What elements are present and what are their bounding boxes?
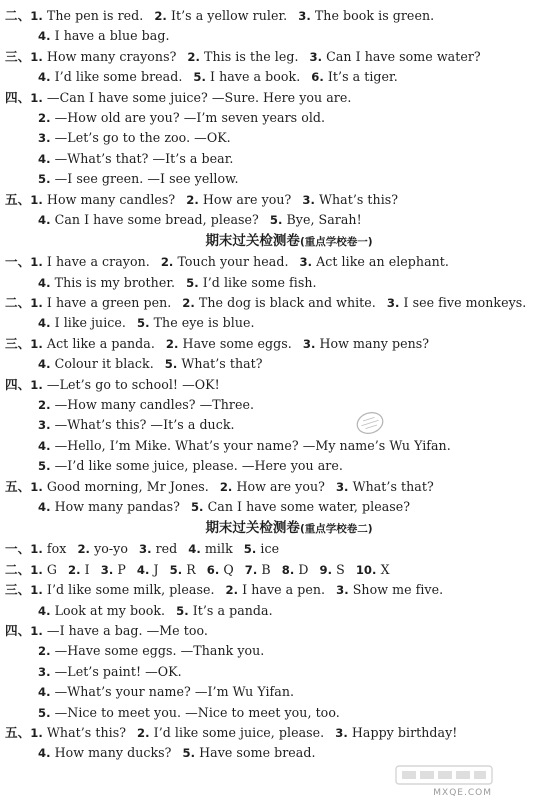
answer-item: [193, 69, 300, 84]
answer-text: This is my brother.: [50, 274, 176, 290]
answer-row: [0, 682, 498, 702]
answer-row: [0, 477, 498, 497]
answer-text: fox: [42, 541, 67, 557]
answer-text: Act like an elephant.: [312, 254, 449, 270]
answer-item: [186, 275, 316, 290]
answer-row: [0, 6, 498, 26]
section-label: 三、: [5, 48, 31, 64]
answer-text: Show me five.: [348, 582, 444, 598]
answer-text: It’s a panda.: [188, 602, 273, 618]
answer-text: —Let’s go to the zoo. —OK.: [50, 130, 231, 146]
answer-item: [77, 541, 128, 556]
item-number: 2.: [160, 255, 174, 270]
item-number: 1.: [30, 725, 43, 740]
answer-item: [311, 69, 398, 84]
answer-text: —What’s this? —It’s a duck.: [50, 417, 235, 433]
item-number: 1.: [30, 479, 43, 494]
section-label: 二、: [5, 8, 31, 23]
answer-item: [38, 356, 154, 371]
answer-row: [0, 47, 498, 67]
item-number: 5.: [190, 499, 204, 514]
answer-text: It’s a yellow ruler.: [166, 8, 288, 23]
answer-text: Q: [219, 561, 234, 577]
answer-text: —How old are you? —I’m seven years old.: [50, 109, 326, 125]
item-number: 3.: [38, 131, 51, 146]
answer-row: [0, 641, 498, 661]
answer-text: —How many candles? —Three.: [50, 397, 255, 413]
answer-item: [170, 562, 196, 577]
answer-text: —I’d like some juice, please. —Here you are.: [50, 458, 343, 474]
answer-item: [38, 438, 451, 453]
answer-item: [30, 541, 66, 556]
item-number: 5.: [38, 172, 51, 187]
item-number: 4.: [38, 685, 51, 700]
answer-text: How many pens?: [315, 335, 430, 351]
answer-row: [0, 436, 498, 456]
answer-text: Happy birthday!: [347, 724, 458, 740]
section-title: [0, 230, 498, 252]
answer-text: —I see green. —I see yellow.: [50, 171, 239, 187]
answer-item: [303, 336, 429, 351]
section-label: 一、: [5, 541, 31, 557]
answer-text: How are you?: [232, 478, 325, 494]
answer-text: —What’s your name? —I’m Wu Yifan.: [50, 684, 295, 700]
answer-item: [101, 562, 126, 577]
item-number: 1.: [30, 377, 43, 392]
section-label: 二、: [5, 295, 31, 311]
item-number: 3.: [335, 479, 349, 494]
answer-text: Have some bread.: [195, 745, 316, 761]
answer-text: milk: [200, 541, 233, 557]
section-label: 三、: [5, 335, 31, 351]
answer-text: I have a book.: [205, 69, 301, 85]
answer-item: [30, 336, 155, 351]
answer-item: [302, 192, 398, 207]
item-number: 4.: [38, 151, 51, 166]
answer-text: Touch your head.: [173, 254, 289, 270]
answer-row: [0, 88, 498, 108]
answer-row: [0, 334, 498, 354]
answer-text: —Nice to meet you. —Nice to meet you, too.: [50, 704, 340, 720]
answer-item: [38, 28, 170, 43]
answer-text: How are you?: [198, 191, 292, 207]
answer-row: [0, 662, 498, 682]
answer-row: [0, 497, 498, 517]
answer-item: [38, 171, 239, 186]
item-number: 4.: [136, 562, 150, 577]
answer-text: ice: [256, 541, 280, 557]
answer-text: R: [182, 561, 196, 577]
answer-text: Bye, Sarah!: [282, 211, 362, 227]
answer-item: [182, 745, 315, 760]
item-number: 2.: [38, 398, 51, 413]
answer-text: S: [332, 561, 345, 577]
item-number: 6.: [311, 70, 324, 85]
answer-text: What’s this?: [42, 724, 127, 740]
answer-text: Can I have some water, please?: [203, 498, 411, 514]
answer-text: —Hello, I’m Mike. What’s your name? —My name’s Wu Yifan.: [50, 437, 451, 453]
item-number: 4.: [38, 29, 51, 44]
answer-item: [220, 479, 325, 494]
answer-text: I have a crayon.: [42, 254, 150, 270]
answer-item: [30, 90, 351, 105]
answer-item: [30, 562, 57, 577]
item-number: 2.: [38, 644, 51, 659]
item-number: 10.: [355, 562, 377, 577]
answer-item: [30, 479, 209, 494]
answer-row: [0, 621, 498, 641]
answer-text: red: [151, 541, 178, 557]
section-label: 四、: [5, 376, 31, 392]
answer-text: How many pandas?: [50, 498, 180, 514]
answer-row: [0, 210, 498, 230]
item-number: 8.: [281, 562, 295, 577]
answer-text: Act like a panda.: [42, 335, 155, 351]
answer-item: [30, 8, 143, 23]
item-number: 2.: [219, 479, 233, 494]
answer-text: —Can I have some juice? —Sure. Here you are.: [42, 89, 352, 105]
answer-item: [161, 254, 289, 269]
answer-text: I see five monkeys.: [399, 295, 527, 311]
answer-item: [30, 254, 150, 269]
answer-text: The eye is blue.: [149, 315, 255, 331]
answer-text: —I have a bag. —Me too.: [42, 622, 208, 638]
answer-text: —Let’s go to school! —OK!: [42, 376, 220, 392]
item-number: 4.: [38, 316, 51, 331]
section-label: 五、: [5, 191, 31, 207]
answer-text: I have a green pen.: [42, 295, 172, 311]
answer-row: [0, 149, 498, 169]
answer-text: Have some eggs.: [178, 335, 292, 351]
answer-item: [226, 582, 326, 597]
answer-row: [0, 395, 498, 415]
answer-row: [0, 273, 498, 293]
answer-text: Can I have some water?: [322, 48, 481, 64]
answer-item: [30, 377, 219, 392]
item-number: 5.: [176, 603, 189, 618]
item-number: 3.: [100, 562, 114, 577]
item-number: 3.: [299, 255, 313, 270]
answer-item: [187, 49, 298, 64]
item-number: 1.: [30, 583, 43, 598]
section-title-main: 期末过关检测卷: [205, 520, 300, 537]
answer-item: [30, 582, 214, 597]
answer-text: Good morning, Mr Jones.: [42, 478, 209, 494]
item-number: 4.: [38, 70, 51, 85]
answer-item: [30, 295, 171, 310]
item-number: 3.: [309, 49, 323, 64]
answer-item: [38, 315, 126, 330]
answer-item: [30, 49, 176, 64]
answer-row: [0, 580, 498, 600]
item-number: 2.: [154, 9, 167, 23]
item-number: 4.: [38, 746, 51, 761]
answer-row: [0, 354, 498, 374]
section-label: 二、: [5, 561, 31, 577]
section-title-main: 期末过关检测卷: [205, 233, 300, 250]
answer-item: [310, 49, 481, 64]
item-number: 2.: [68, 562, 81, 577]
answer-text: How many crayons?: [42, 48, 177, 64]
item-number: 1.: [30, 542, 43, 557]
answer-item: [38, 664, 182, 679]
answer-item: [38, 745, 171, 760]
answer-row: [0, 415, 498, 435]
item-number: 2.: [186, 192, 199, 207]
answer-item: [191, 499, 410, 514]
item-number: 1.: [30, 296, 43, 311]
answer-text: I’d like some milk, please.: [42, 582, 215, 598]
answer-item: [137, 562, 159, 577]
answer-text: I’d like some bread.: [50, 69, 183, 85]
answer-row: [0, 560, 498, 580]
item-number: 5.: [136, 316, 150, 331]
answer-row: [0, 67, 498, 87]
answer-text: P: [113, 561, 126, 577]
item-number: 5.: [38, 459, 51, 474]
item-number: 1.: [30, 562, 43, 577]
item-number: 3.: [386, 296, 400, 311]
item-number: 2.: [182, 296, 195, 311]
item-number: 3.: [336, 583, 349, 598]
item-number: 3.: [38, 418, 51, 433]
item-number: 1.: [30, 192, 43, 207]
item-number: 5.: [38, 705, 51, 720]
item-number: 7.: [244, 562, 258, 577]
answer-item: [188, 541, 232, 556]
answer-item: [139, 541, 177, 556]
answer-text: —Have some eggs. —Thank you.: [50, 643, 265, 659]
answer-text: I’d like some juice, please.: [149, 724, 325, 740]
answer-row: [0, 128, 498, 148]
item-number: 1.: [30, 49, 43, 64]
item-number: 4.: [38, 438, 51, 453]
answer-item: [186, 192, 291, 207]
answer-text: Can I have some bread, please?: [50, 211, 259, 227]
section-label: 五、: [5, 724, 31, 740]
item-number: 5.: [269, 212, 283, 227]
answer-item: [38, 212, 259, 227]
section-label: 四、: [5, 89, 31, 105]
section-label: 一、: [5, 254, 31, 270]
answer-item: [30, 623, 208, 638]
watermark-text: MXQE.COM: [433, 788, 492, 798]
section-title-subtitle: (重点学校卷二): [299, 523, 373, 536]
item-number: 9.: [319, 562, 333, 577]
answer-item: [298, 8, 434, 23]
item-number: 3.: [138, 542, 152, 557]
section-label: 四、: [5, 622, 31, 638]
item-number: 4.: [38, 357, 51, 372]
answer-row: [0, 313, 498, 333]
answer-item: [38, 69, 182, 84]
answer-text: D: [294, 561, 309, 577]
item-number: 1.: [30, 623, 43, 638]
answer-item: [300, 254, 449, 269]
item-number: 4.: [38, 212, 51, 227]
item-number: 4.: [38, 275, 51, 290]
answer-row: [0, 703, 498, 723]
answer-text: What’s that?: [348, 478, 434, 494]
answer-item: [38, 397, 254, 412]
answer-item: [336, 582, 443, 597]
answer-row: [0, 539, 498, 559]
section-title-subtitle: (重点学校卷一): [299, 236, 373, 249]
answer-text: Colour it black.: [50, 356, 154, 372]
section-title: [0, 517, 498, 539]
answer-item: [38, 130, 231, 145]
answer-item: [182, 295, 376, 310]
answer-item: [38, 643, 264, 658]
item-number: 3.: [302, 336, 316, 351]
answer-item: [244, 541, 279, 556]
answer-item: [387, 295, 527, 310]
answer-text: It’s a tiger.: [323, 69, 398, 85]
answer-key-page: [0, 6, 527, 764]
answer-row: [0, 743, 498, 763]
item-number: 1.: [30, 255, 43, 270]
item-number: 3.: [298, 9, 311, 23]
answer-item: [38, 151, 233, 166]
answer-item: [137, 725, 324, 740]
answer-item: [38, 684, 294, 699]
answer-item: [245, 562, 271, 577]
answer-item: [207, 562, 234, 577]
item-number: 3.: [302, 192, 315, 207]
answer-item: [336, 479, 434, 494]
item-number: 5.: [243, 542, 257, 557]
section-label: 三、: [5, 582, 31, 598]
item-number: 1.: [30, 9, 43, 23]
answer-text: yo-yo: [90, 541, 128, 557]
answer-item: [166, 336, 292, 351]
item-number: 5.: [164, 357, 178, 372]
answer-item: [38, 417, 235, 432]
item-number: 2.: [38, 110, 51, 125]
item-number: 5.: [182, 746, 196, 761]
answer-item: [38, 705, 340, 720]
answer-item: [270, 212, 362, 227]
answer-text: I’d like some fish.: [198, 274, 317, 290]
answer-text: I have a blue bag.: [50, 28, 170, 44]
answer-item: [38, 603, 165, 618]
answer-text: —What’s that? —It’s a bear.: [50, 150, 234, 166]
answer-text: The dog is black and white.: [194, 295, 376, 311]
item-number: 1.: [30, 90, 43, 105]
answer-item: [30, 725, 126, 740]
item-number: 5.: [169, 562, 183, 577]
item-number: 6.: [206, 562, 220, 577]
item-number: 4.: [38, 603, 51, 618]
answer-item: [282, 562, 309, 577]
answer-text: What’s that?: [177, 356, 263, 372]
item-number: 5.: [193, 70, 206, 85]
answer-text: I have a pen.: [238, 582, 326, 598]
answer-row: [0, 26, 498, 46]
answer-text: I like juice.: [50, 315, 126, 331]
item-number: 2.: [225, 583, 239, 598]
answer-text: The book is green.: [310, 8, 435, 23]
answer-text: How many ducks?: [50, 745, 172, 761]
item-number: 2.: [187, 49, 200, 64]
answer-row: [0, 190, 498, 210]
answer-text: How many candles?: [42, 191, 176, 207]
item-number: 1.: [30, 336, 43, 351]
answer-text: X: [376, 561, 390, 577]
answer-row: [0, 293, 527, 313]
answer-item: [137, 315, 255, 330]
item-number: 4.: [38, 499, 51, 514]
answer-text: B: [257, 561, 271, 577]
answer-row: [0, 252, 498, 272]
item-number: 2.: [137, 725, 150, 740]
answer-text: G: [42, 561, 58, 577]
answer-row: [0, 723, 498, 743]
answer-item: [30, 192, 175, 207]
item-number: 3.: [335, 725, 348, 740]
answer-item: [356, 562, 390, 577]
answer-text: J: [149, 561, 159, 577]
answer-item: [68, 562, 90, 577]
item-number: 5.: [186, 275, 199, 290]
answer-row: [0, 601, 498, 621]
item-number: 2.: [77, 542, 91, 557]
answer-row: [0, 169, 498, 189]
answer-item: [38, 110, 325, 125]
answer-row: [0, 456, 498, 476]
answer-text: —Let’s paint! —OK.: [50, 663, 182, 679]
answer-item: [320, 562, 345, 577]
answer-text: This is the leg.: [200, 48, 299, 64]
answer-item: [38, 275, 175, 290]
answer-text: Look at my book.: [50, 602, 166, 618]
item-number: 3.: [38, 664, 51, 679]
item-number: 2.: [165, 336, 179, 351]
answer-text: What’s this?: [314, 191, 399, 207]
answer-text: I: [80, 561, 90, 577]
answer-item: [38, 499, 180, 514]
answer-item: [165, 356, 263, 371]
answer-item: [38, 458, 343, 473]
answer-item: [154, 8, 287, 23]
section-label: 五、: [5, 478, 31, 494]
item-number: 4.: [188, 542, 201, 557]
answer-row: [0, 108, 498, 128]
answer-item: [176, 603, 273, 618]
answer-text: The pen is red.: [42, 8, 144, 23]
answer-item: [335, 725, 457, 740]
answer-row: [0, 375, 498, 395]
